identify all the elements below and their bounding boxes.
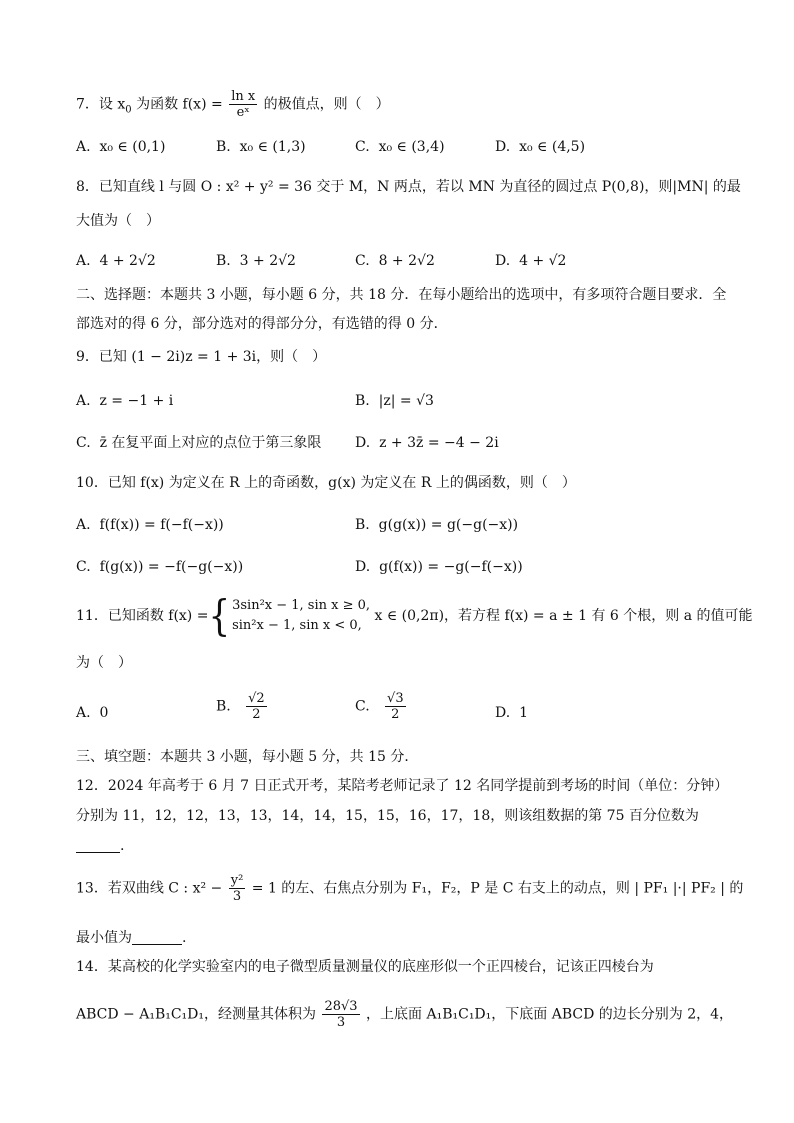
q14-stem-line1: 14．某高校的化学实验室内的电子微型质量测量仪的底座形似一个正四棱台，记该正四棱台为 [76,959,654,975]
q12-answer-blank[interactable] [76,838,120,853]
q14-stem-part-a: ABCD − A₁B₁C₁D₁，经测量其体积为 [76,1006,317,1023]
q11-case-1: 3sin²x − 1, sin x ≥ 0, [232,598,371,613]
q9-option-c: C. z̄ 在复平面上对应的点位于第三象限 [76,435,322,451]
q8-stem-line1: 8．已知直线 l 与圆 O : x² + y² = 36 交于 M，N 两点，若以 MN 为直径的圆过点 P(0,8)，则|MN| 的最 [76,179,741,195]
q11-stem-part-b: x ∈ (0,2π)，若方程 f(x) = a ± 1 有 6 个根，则 a 的值可能 [374,608,753,624]
q12-answer-line: . [76,838,124,853]
q12-stem-line2: 分别为 11，12，12，13，13，14，14，15，15，16，17，18，则该组数据的第 75 百分位数为 [76,808,699,824]
q10-option-b: B. g(g(x)) = g(−g(−x)) [355,517,519,533]
q14-stem-part-b: ，上底面 A₁B₁C₁D₁，下底面 ABCD 的边长分别为 2，4， [366,1006,734,1023]
q14-fraction: $\frac{28√3}{3}$ [324,999,358,1030]
q9-stem: 9．已知 (1 − 2i)z = 1 + 3i，则（ ） [76,349,327,365]
q8-stem-line2: 大值为（ ） [76,213,160,229]
q11-option-c: C. $\frac{√3}{2}$ [355,691,404,722]
q7-option-c: C. x₀ ∈ (3,4) [355,139,445,155]
q9-option-b: B. |z| = √3 [355,393,434,409]
q13-fraction: $\frac{\text{y²}}{3}$ [230,873,244,904]
q7-fraction-numerator: ln x [231,89,256,104]
q7-stem-part-b: 为函数 f(x) = [136,96,223,113]
q7-stem-subscript: 0 [125,104,132,116]
q8-option-b: B. 3 + 2√2 [216,253,296,269]
q10-option-c: C. f(g(x)) = −f(−g(−x)) [76,559,244,575]
q9-option-d: D. z + 3z̄ = −4 − 2i [355,435,499,451]
q8-option-d: D. 4 + √2 [495,253,567,269]
q11-option-a: A. 0 [76,705,109,721]
q11-option-d: D. 1 [495,705,529,721]
q8-option-a: A. 4 + 2√2 [76,253,156,269]
q7-stem-part-c: 的极值点，则（ ） [263,96,390,113]
q13-answer-blank[interactable] [132,930,182,945]
q12-stem-line1: 12．2024 年高考于 6 月 7 日正式开考，某陪考老师记录了 12 名同学提前到考场的时间（单位：分钟） [76,778,729,794]
q7-option-b: B. x₀ ∈ (1,3) [216,139,306,155]
section2-line1: 二、选择题：本题共 3 小题，每小题 6 分，共 18 分．在每小题给出的选项中，有多项符合题目要求．全 [76,287,727,303]
q13-stem-part-a: 13．若双曲线 C : x² − [76,880,223,897]
q11-case-2: sin²x − 1, sin x < 0, [232,618,362,633]
q10-option-d: D. g(f(x)) = −g(−f(−x)) [355,559,523,575]
q14-stem-line2 [76,1000,733,1029]
q9-option-a: A. z = −1 + i [76,393,174,409]
q13-answer-line: 最小值为 . [76,930,187,946]
q7-option-d: D. x₀ ∈ (4,5) [495,139,586,155]
q7-stem-part-a: 7．设 x [76,96,126,113]
q7-option-a: A. x₀ ∈ (0,1) [76,139,166,155]
section2-line2: 部选对的得 6 分，部分选对的得部分分，有选错的得 0 分． [76,316,448,332]
q11-option-b-fraction: $\frac{√2}{2}$ [248,691,265,722]
q7-fraction-denominator: eˣ [236,105,250,120]
q11-option-b: B. $\frac{√2}{2}$ [216,691,265,722]
q11-cases [232,596,370,636]
q11-stem-line2: 为（ ） [76,655,132,671]
q7-fraction [229,90,257,119]
q11-option-c-fraction: $\frac{√3}{2}$ [387,691,404,722]
q11-stem-part-a: 11．已知函数 f(x) = [76,608,209,624]
q13-stem-part-b: = 1 的左、右焦点分别为 F₁，F₂，P 是 C 右支上的动点，则 | PF₁ |·| PF₂ | 的 [251,880,744,897]
q10-option-a: A. f(f(x)) = f(−f(−x)) [76,517,224,533]
q10-stem: 10．已知 f(x) 为定义在 R 上的奇函数，g(x) 为定义在 R 上的偶函数，则（ ） [76,475,576,491]
section3-line1: 三、填空题：本题共 3 小题，每小题 5 分，共 15 分． [76,749,419,765]
q13-stem [76,874,743,903]
q7-stem [76,90,390,119]
q8-option-c: C. 8 + 2√2 [355,253,435,269]
q11-stem [76,591,753,641]
q11-brace: { [208,591,231,641]
